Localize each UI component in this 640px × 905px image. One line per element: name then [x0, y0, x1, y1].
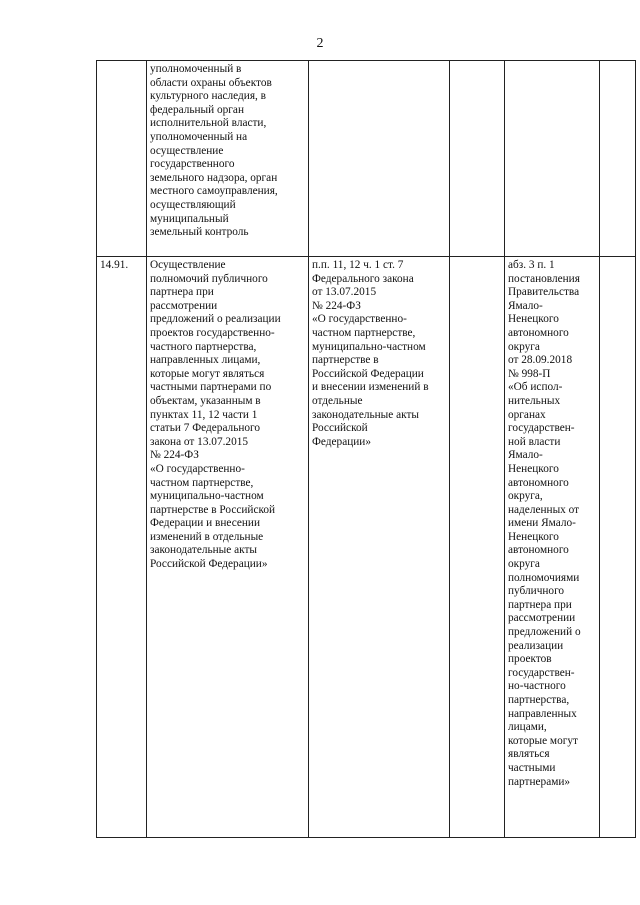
table-row: [97, 61, 636, 257]
empty-cell: [450, 257, 505, 838]
page-number: 2: [316, 36, 324, 51]
federal-basis-cell: п.п. 11, 12 ч. 1 ст. 7 Федерального закона от 13.07.2015 № 224-ФЗ «О государственно- частном партнерстве, муниципально-частном партнерстве в Российской Федерации и внесении изменений в отдельные законодательные акты Российской Федерации»: [309, 257, 450, 838]
description-cell: Осуществление полномочий публичного партнера при рассмотрении предложений о реализации проектов государственно- частного партнерства, направленных лицами, которые могут являться частными партнерами по объектам, указанным в пунктах 11, 12 части 1 статьи 7 Федерального закона от 13.07.2015 № 224-ФЗ «О государственно- частном партнерстве, муниципально-частном партнерстве в Российской Федерации и внесении изменений в отдельные законодательные акты Российской Федерации»: [147, 257, 309, 838]
regional-basis-cell: абз. 3 п. 1 постановления Правительства Ямало- Ненецкого автономного округа от 28.09.2018 № 998-П «Об испол- нительных органах государствен- ной власти Ямало- Ненецкого автономного округа, наделенных от имени Ямало- Ненецкого автономного округа полномочиями публичного партнера при рассмотрении предложений о реализации проектов государствен- но-частного партнерства, направленных лицами, которые могут являться частными партнерами»: [505, 257, 600, 838]
federal-basis-cell: [309, 61, 450, 257]
document-table: [96, 60, 636, 838]
empty-cell: [600, 257, 636, 838]
description-cell: уполномоченный в области охраны объектов культурного наследия, в федеральный орган исполнительной власти, уполномоченный на осуществление государственного земельного надзора, орган местного самоуправления, осуществляющий муниципальный земельный контроль: [147, 61, 309, 257]
regional-basis-cell: [505, 61, 600, 257]
empty-cell: [600, 61, 636, 257]
row-number-cell: [97, 61, 147, 257]
table-row: [97, 257, 636, 838]
row-number-cell: 14.91.: [97, 257, 147, 838]
empty-cell: [450, 61, 505, 257]
